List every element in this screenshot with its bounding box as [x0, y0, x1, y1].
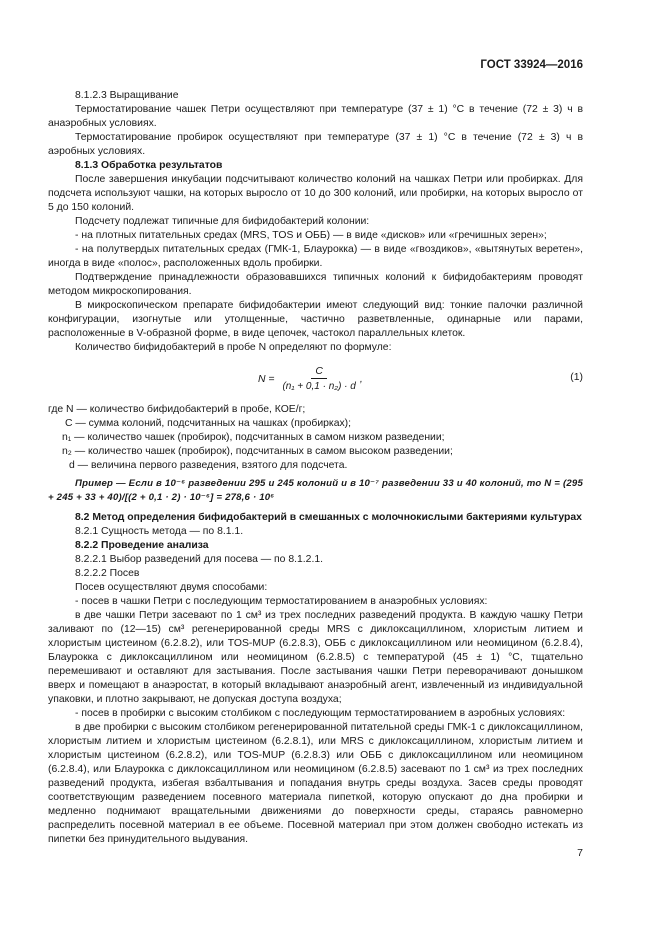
definition-item: d — величина первого разведения, взятого для подсчета.	[69, 460, 348, 471]
paragraph: После завершения инкубации подсчитывают количество колоний на чашках Петри или пробирках. Для подсчета используют чашки, на которых выросло от 10 до 300 колоний, или пробирки, на которых выросло от 5 до 150 колоний.	[48, 174, 583, 213]
list-item: - посев в чашки Петри с последующим термостатированием в анаэробных условиях:	[75, 596, 488, 607]
paragraph: Термостатирование пробирок осуществляют при температуре (37 ± 1) °С в течение (72 ± 3) ч в аэробных условиях.	[48, 132, 583, 157]
standard-number: ГОСТ 33924—2016	[480, 59, 583, 71]
subsection-heading: 8.1.3 Обработка результатов	[75, 160, 223, 171]
formula-definitions	[48, 403, 583, 473]
paragraph: 8.2.2.2 Посев	[75, 568, 140, 579]
subsection-heading: 8.2.2 Проведение анализа	[75, 540, 209, 551]
paragraph: в две чашки Петри засевают по 1 см³ из трех последних разведений продукта. В каждую чашку Петри заливают по (12—15) см³ регенерированной среды MRS с диклоксациллином, хлористым литием и хлористым цистеином (6.2.8.2), или TOS-MUP (6.2.8.3), ОББ с диклоксациллином или неомицином (6.2.8.4), Блаурокка с диклоксациллином или неомицином (6.2.8.5) с температурой (45 ± 1) °С, тщательно перемешивают и оставляют для застывания. После застывания чашки Петри переворачивают донышком вверх и помещают в анаэростат, в который вкладывают анаэробный агент, извлеченный из индивидуальной упаковки, и плотно закрывают, не допуская доступа воздуха;	[48, 610, 583, 705]
paragraph: Термостатирование чашек Петри осуществляют при температуре (37 ± 1) °С в течение (72 ± 3) ч в анаэробных условиях.	[48, 104, 583, 129]
list-item: - на плотных питательных средах (MRS, TOS и ОББ) — в виде «дисков» или «гречишных зерен»;	[75, 230, 547, 241]
example-block	[48, 477, 583, 505]
paragraph: В микроскопическом препарате бифидобактерии имеют следующий вид: тонкие палочки различной конфигурации, изогнутые или утолщенные, частично разветвленные, одинарные или парами, расположенные в V-образной форме, в виде цепочек, частокол параллельных клеток.	[48, 300, 583, 339]
subsection-heading: 8.1.2.3 Выращивание	[75, 90, 179, 101]
definition-item: n₂ — количество чашек (пробирок), подсчитанных в самом высоком разведении;	[62, 446, 453, 457]
formula-number: (1)	[570, 372, 583, 383]
formula-tail: ,	[359, 373, 363, 385]
document-body	[48, 89, 583, 847]
paragraph: Подтверждение принадлежности образовавшихся типичных колоний к бифидобактериям проводят методом микроскопирования.	[48, 272, 583, 297]
paragraph: в две пробирки с высоким столбиком регенерированной питательной среды ГМК-1 с диклоксациллином, хлористым литием и хлористым цистеином (6.2.8.1), или MRS с диклоксациллином, хлористым литием и хлористым цистеином (6.2.8.2), или TOS-MUP (6.2.8.3) или ОББ с диклоксациллином или неомицином (6.2.8.4), или Блаурокка с диклоксациллином или неомицином (6.2.8.5) засевают по 1 см³ из трех последних разведений продукта, избегая взбалтывания и попадания внутрь среды воздуха. Засев среды проводят соответствующим разведением посевного материала пипеткой, которую опускают до дна пробирки и медленно поднимают вращательными движениями до поверхности среды, стараясь равномерно распределить посевной материал в ее объеме. Посевной материал при этом должен свободно истекать из пипетки без принудительного выдувания.	[48, 722, 583, 845]
definition-item: где N — количество бифидобактерий в пробе, КОЕ/г;	[48, 404, 306, 415]
paragraph: 8.2.1 Сущность метода — по 8.1.1.	[75, 526, 244, 537]
example-text: Пример — Если в 10⁻⁶ разведении 295 и 245 колоний и в 10⁻⁷ разведении 33 и 40 колоний, то N = (295 + 245 + 33 + 40)/[(2 + 0,1 · 2) · 10⁻⁶] = 278,6 · 10⁶	[48, 478, 583, 503]
paragraph: Подсчету подлежат типичные для бифидобактерий колонии:	[75, 216, 370, 227]
section-heading: 8.2 Метод определения бифидобактерий в смешанных с молочнокислыми бактериями культурах	[75, 512, 582, 523]
paragraph: 8.2.2.1 Выбор разведений для посева — по 8.1.2.1.	[75, 554, 324, 565]
paragraph: Посев осуществляют двумя способами:	[75, 582, 268, 593]
list-item: - на полутвердых питательных средах (ГМК-1, Блаурокка) — в виде «гвоздиков», «вытянутых веретен», иногда в виде «полос», расположенных вдоль пробирки.	[48, 244, 583, 269]
page-number: 7	[577, 847, 583, 859]
definition-item: C — сумма колоний, подсчитанных на чашках (пробирках);	[65, 418, 352, 429]
formula-1	[48, 359, 583, 399]
definition-item: n₁ — количество чашек (пробирок), подсчитанных в самом низком разведении;	[62, 432, 445, 443]
formula-denominator: (n₁ + 0,1 · n₂) · d	[282, 381, 356, 392]
formula-lhs: N =	[258, 373, 275, 385]
formula-numerator: C	[311, 365, 327, 379]
list-item: - посев в пробирки с высоким столбиком с последующим термостатированием в аэробных условиях:	[75, 708, 566, 719]
paragraph: Количество бифидобактерий в пробе N определяют по формуле:	[75, 342, 392, 353]
formula-fraction	[278, 365, 359, 394]
formula-expression	[258, 365, 363, 394]
